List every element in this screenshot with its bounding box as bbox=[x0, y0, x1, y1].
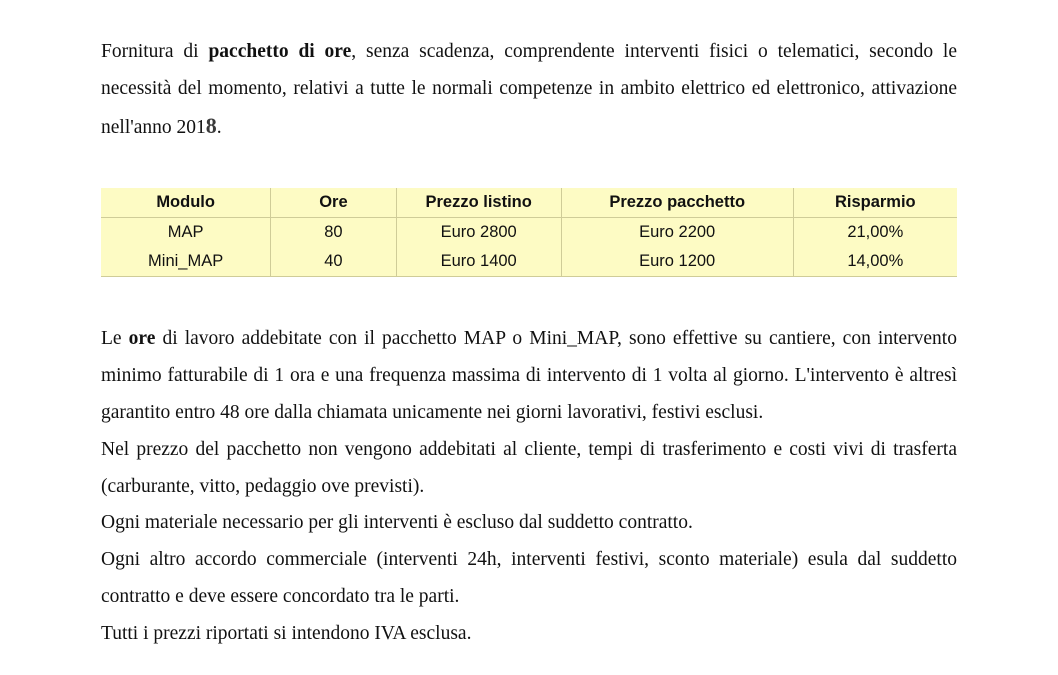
column-header-modulo: Modulo bbox=[101, 188, 271, 218]
hours-text-2: di lavoro addebitate con il pacchetto MAP o Mini_MAP, sono effettive su cantiere, con intervento minimo fatturabile di 1 ora e una frequenza massima di intervento di 1 volta al giorno. L'intervento è altresì garantito entro 48 ore dalla chiamata unicamente nei giorni lavorativi, festivi esclusi. bbox=[101, 328, 957, 423]
table-cell: Euro 1200 bbox=[561, 247, 793, 277]
intro-text-3: . bbox=[216, 116, 222, 138]
table-cell: Mini_MAP bbox=[101, 247, 271, 277]
hours-paragraph bbox=[101, 321, 957, 431]
table-cell: 14,00% bbox=[793, 247, 957, 277]
intro-paragraph bbox=[101, 34, 957, 146]
column-header-prezzo-pacchetto: Prezzo pacchetto bbox=[561, 188, 793, 218]
hours-text-1: Le bbox=[101, 328, 129, 350]
hours-bold-term: ore bbox=[128, 328, 156, 350]
table-header-row bbox=[101, 188, 957, 218]
table-row bbox=[101, 218, 957, 248]
table-row bbox=[101, 247, 957, 277]
vat-paragraph: Tutti i prezzi riportati si intendono IVA esclusa. bbox=[101, 622, 472, 644]
other-agreements-paragraph: Ogni altro accordo commerciale (interventi 24h, interventi festivi, sconto materiale) esula dal suddetto contratto e deve essere concordato tra le parti. bbox=[101, 549, 957, 607]
table-cell: 80 bbox=[271, 218, 396, 248]
table-cell: Euro 2800 bbox=[396, 218, 561, 248]
intro-year-digit: 8 bbox=[205, 112, 217, 138]
table-cell: 21,00% bbox=[793, 218, 957, 248]
table-cell: 40 bbox=[271, 247, 396, 277]
materials-paragraph: Ogni materiale necessario per gli interventi è escluso dal suddetto contratto. bbox=[101, 512, 693, 534]
document-page bbox=[101, 34, 957, 653]
column-header-ore: Ore bbox=[271, 188, 396, 218]
table-cell: MAP bbox=[167, 223, 204, 242]
column-header-prezzo-listino: Prezzo listino bbox=[396, 188, 561, 218]
table-cell: Euro 1400 bbox=[396, 247, 561, 277]
intro-text-2: , senza scadenza, comprendente interventi fisici o telematici, secondo le necessità del momento, relativi a tutte le normali competenze in ambito elettrico ed elettronico, attivazione nell'anno 201 bbox=[101, 41, 957, 138]
column-header-risparmio: Risparmio bbox=[793, 188, 957, 218]
price-table bbox=[101, 188, 957, 277]
travel-costs-paragraph: Nel prezzo del pacchetto non vengono addebitati al cliente, tempi di trasferimento e costi vivi di trasferta (carburante, vitto, pedaggio ove previsti). bbox=[101, 438, 957, 497]
table-cell: Euro 2200 bbox=[561, 218, 793, 248]
intro-bold-term: pacchetto di ore bbox=[208, 41, 352, 62]
intro-text-1: Fornitura di bbox=[101, 41, 209, 62]
